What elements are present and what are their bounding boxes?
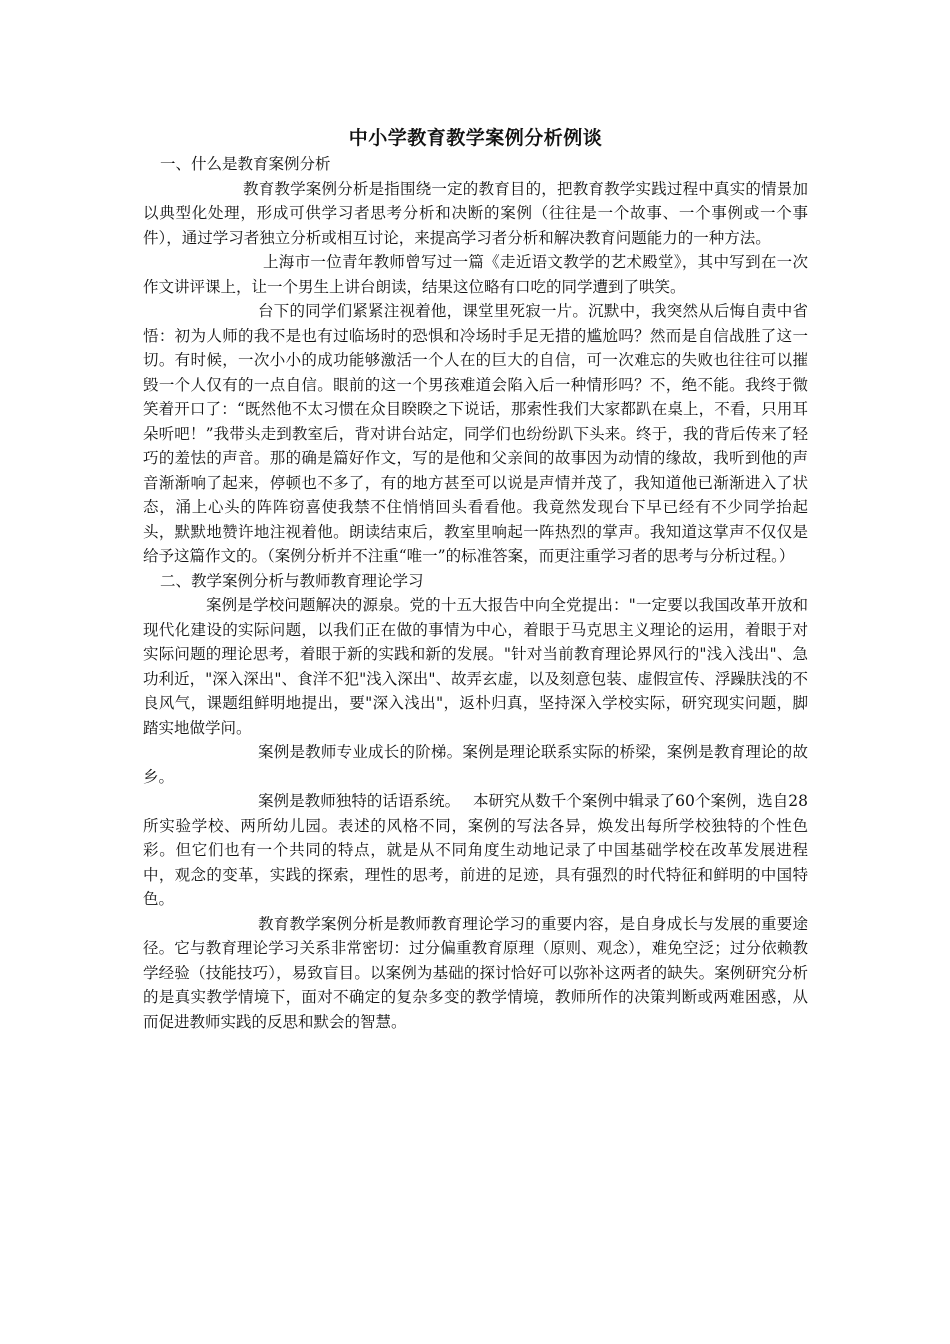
document-title: 中小学教育教学案例分析例谈 bbox=[348, 127, 603, 149]
paragraph-3: 台下的同学们紧紧注视着他，课堂里死寂一片。沉默中，我突然从后悔自责中省悟：初为人师的我不是也有过临场时的恐惧和冷场时手足无措的尴尬吗？然而是自信战胜了这一切。有时候，一次小小的成功能够激活一个人在的巨大的自信，可一次难忘的失败也往往可以摧毁一个人仅有的一点自信。眼前的这一个男孩难道会陷入后一种情形吗？不，绝不能。我终于微笑着开口了：“既然他不太习惯在众目睽睽之下说话，那索性我们大家都趴在桌上，不看，只用耳朵听吧！”我带头走到教室后，背对讲台站定，同学们也纷纷趴下头来。终于，我的背后传来了轻巧的羞怯的声音。那的确是篇好作文，写的是他和父亲间的故事因为动情的缘故，我听到他的声音渐渐响了起来，停顿也不多了，有的地方甚至可以说是声情并茂了，我知道他已渐渐进入了状态，涌上心头的阵阵窃喜使我禁不住悄悄回头看看他。我竟然发现台下早已经有不少同学抬起头，默默地赞许地注视着他。朗读结束后，教室里响起一阵热烈的掌声。我知道这掌声不仅仅是给予这篇作文的。（案例分析并不注重“唯一”的标准答案，而更注重学习者的思考与分析过程。） bbox=[143, 302, 808, 565]
paragraph-2: 上海市一位青年教师曾写过一篇《走近语文教学的艺术殿堂》，其中写到在一次作文讲评课上，让一个男生上讲台朗读，结果这位略有口吃的同学遭到了哄笑。 bbox=[143, 253, 808, 296]
paragraph-1: 教育教学案例分析是指围绕一定的教育目的，把教育教学实践过程中真实的情景加以典型化处理，形成可供学习者思考分析和决断的案例（往往是一个故事、一个事例或一个事件），通过学习者独立分析或相互讨论，来提高学习者分析和解决教育问题能力的一种方法。 bbox=[143, 179, 808, 247]
section-heading-2: 二、教学案例分析与教师教育理论学习 bbox=[160, 571, 424, 590]
document-body bbox=[143, 124, 808, 1034]
section-heading-1: 一、什么是教育案例分析 bbox=[160, 155, 331, 173]
paragraph-7: 教育教学案例分析是教师教育理论学习的重要内容，是自身成长与发展的重要途径。它与教育理论学习关系非常密切：过分偏重教育原理（原则、观念），难免空泛；过分依赖教学经验（技能技巧），易致盲目。以案例为基础的探讨恰好可以弥补这两者的缺失。案例研究分析的是真实教学情境下，面对不确定的复杂多变的教学情境，教师所作的决策判断或两难困惑，从而促进教师实践的反思和默会的智慧。 bbox=[143, 914, 808, 1031]
paragraph-5: 案例是教师专业成长的阶梯。案例是理论联系实际的桥梁，案例是教育理论的故乡。 bbox=[143, 743, 808, 786]
paragraph-4: 案例是学校问题解决的源泉。党的十五大报告中向全党提出："一定要以我国改革开放和现代化建设的实际问题，以我们正在做的事情为中心，着眼于马克思主义理论的运用，着眼于对实际问题的理论思考，着眼于新的实践和新的发展。"针对当前教育理论界风行的"浅入浅出"、急功利近，"深入深出"、食洋不犯"浅入深出"、故弄玄虚，以及刻意包装、虚假宣传、浮躁肤浅的不良风气，课题组鲜明地提出，要"深入浅出"，返朴归真，坚持深入学校实际，研究现实问题，脚踏实地做学问。 bbox=[143, 596, 808, 737]
paragraph-6: 案例是教师独特的话语系统。 本研究从数千个案例中辑录了60个案例，选自28所实验学校、两所幼儿园。表述的风格不同，案例的写法各异，焕发出每所学校独特的个性色彩。但它们也有一个共同的特点，就是从不同角度生动地记录了中国基础学校在改革发展进程中，观念的变革，实践的探索，理性的思考，前进的足迹，具有强烈的时代特征和鲜明的中国特色。 bbox=[143, 792, 808, 908]
